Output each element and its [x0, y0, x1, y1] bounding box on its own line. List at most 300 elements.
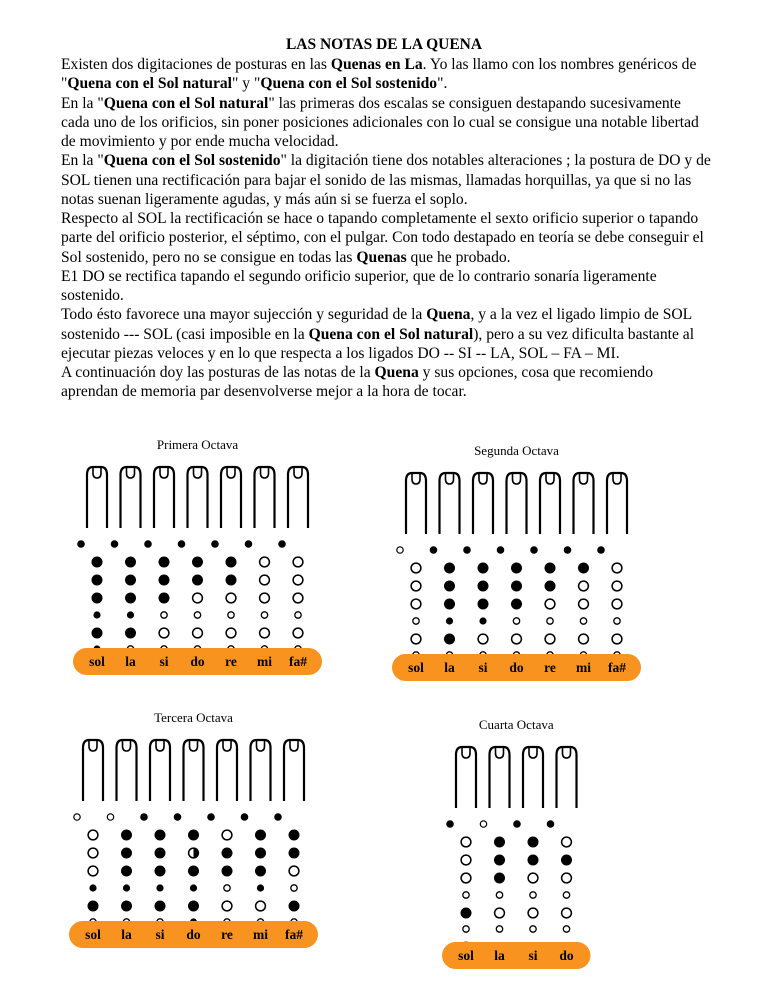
- small-hole-open: [614, 618, 620, 624]
- hole-closed: [289, 830, 300, 841]
- hole-open: [193, 628, 203, 638]
- hole-open: [612, 563, 622, 573]
- document-title: LAS NOTAS DE LA QUENA: [285, 36, 483, 53]
- bold-text: Quena: [374, 364, 419, 381]
- hole-closed: [255, 830, 266, 841]
- note-label: do: [559, 948, 574, 963]
- quena-tube-icon: [121, 467, 141, 528]
- note-label: mi: [576, 660, 591, 675]
- bold-text: Quena con el Sol natural: [308, 325, 474, 343]
- hole-closed: [289, 848, 300, 859]
- tube-notch: [513, 473, 521, 484]
- paragraph: [61, 209, 713, 267]
- hole-closed: [255, 848, 266, 859]
- small-hole-open: [530, 892, 536, 898]
- thumb-hole-open: [107, 814, 113, 820]
- hole-open: [411, 581, 421, 591]
- quena-tube-icon: [607, 473, 627, 534]
- hole-open: [512, 634, 522, 644]
- quena-tube-icon: [83, 740, 103, 801]
- thumb-hole-closed: [211, 540, 219, 548]
- tube-outline: [440, 473, 460, 534]
- quena-tube-icon: [150, 740, 170, 801]
- small-hole-closed: [257, 884, 264, 891]
- tube-notch: [580, 473, 588, 484]
- hole-closed: [545, 581, 556, 592]
- hole-closed: [159, 593, 170, 604]
- hole-open: [612, 634, 622, 644]
- tube-notch: [563, 747, 571, 758]
- tube-outline: [150, 740, 170, 801]
- quena-tube-icon: [117, 740, 137, 801]
- hole-closed: [125, 557, 136, 568]
- thumb-hole-closed: [245, 540, 253, 548]
- paragraph: [61, 151, 713, 209]
- note-label: sol: [458, 948, 474, 963]
- fingering-chart-tercera-octava: [66, 706, 321, 966]
- tube-outline: [540, 473, 560, 534]
- hole-open: [478, 634, 488, 644]
- hole-open: [293, 575, 303, 585]
- note-label: la: [494, 948, 505, 963]
- document-body: [61, 55, 713, 402]
- thumb-hole-closed: [513, 820, 521, 828]
- quena-tube-icon: [540, 473, 560, 534]
- tube-outline: [456, 747, 476, 808]
- tube-outline: [490, 747, 510, 808]
- tube-outline: [574, 473, 594, 534]
- thumb-hole-closed: [77, 540, 85, 548]
- paragraph: [61, 363, 713, 402]
- hole-open: [461, 855, 471, 865]
- hole-closed: [494, 837, 505, 848]
- note-label: la: [121, 927, 132, 942]
- hole-open: [159, 628, 169, 638]
- hole-closed: [461, 908, 472, 919]
- tube-outline: [473, 473, 493, 534]
- hole-open: [293, 628, 303, 638]
- thumb-hole-closed: [140, 813, 148, 821]
- hole-closed: [192, 575, 203, 586]
- hole-open: [461, 837, 471, 847]
- quena-tube-icon: [574, 473, 594, 534]
- chart-svg: [70, 433, 325, 693]
- note-label: fa#: [285, 927, 303, 942]
- tube-outline: [251, 740, 271, 801]
- small-hole-closed: [446, 617, 453, 624]
- small-hole-closed: [479, 617, 486, 624]
- hole-open: [88, 866, 98, 876]
- tube-notch: [223, 740, 231, 751]
- small-hole-closed: [93, 611, 100, 618]
- quena-tube-icon: [188, 467, 208, 528]
- small-hole-open: [261, 612, 267, 618]
- chart-title: Cuarta Octava: [478, 717, 554, 732]
- tube-outline: [557, 747, 577, 808]
- hole-closed: [444, 634, 455, 645]
- note-label: re: [225, 654, 237, 669]
- tube-notch: [294, 467, 302, 478]
- hole-open: [411, 634, 421, 644]
- thumb-hole-closed: [497, 546, 505, 554]
- text-run: En la ": [61, 152, 104, 170]
- hole-closed: [192, 557, 203, 568]
- hole-open: [528, 873, 538, 883]
- small-hole-open: [547, 618, 553, 624]
- quena-tube-icon: [184, 740, 204, 801]
- note-label: sol: [85, 927, 101, 942]
- hole-closed: [159, 575, 170, 586]
- hole-open: [579, 599, 589, 609]
- hole-open: [612, 581, 622, 591]
- tube-notch: [613, 473, 621, 484]
- tube-notch: [123, 740, 131, 751]
- small-hole-open: [563, 926, 569, 932]
- thumb-hole-open: [74, 814, 80, 820]
- note-label: do: [509, 660, 524, 675]
- hole-closed: [444, 581, 455, 592]
- tube-outline: [507, 473, 527, 534]
- hole-open: [260, 628, 270, 638]
- hole-closed: [222, 866, 233, 877]
- quena-tube-icon: [221, 467, 241, 528]
- thumb-hole-closed: [597, 546, 605, 554]
- small-hole-open: [194, 612, 200, 618]
- text-run: E1 DO se rectifica tapando el segundo orificio superior, que de lo contrario sonaría ligeramente sostenido.: [61, 267, 657, 304]
- small-hole-open: [291, 885, 297, 891]
- small-hole-open: [463, 926, 469, 932]
- hole-closed: [511, 581, 522, 592]
- note-label: re: [544, 660, 556, 675]
- tube-notch: [227, 467, 235, 478]
- tube-outline: [121, 467, 141, 528]
- tube-notch: [496, 747, 504, 758]
- hole-open: [226, 593, 236, 603]
- small-hole-open: [496, 926, 502, 932]
- hole-open: [256, 901, 266, 911]
- thumb-hole-closed: [144, 540, 152, 548]
- tube-notch: [156, 740, 164, 751]
- thumb-hole-closed: [446, 820, 454, 828]
- text-run: ), pero a su vez dificulta bastante al ejecutar piezas veloces y en lo que respecta a los ligados DO -- SI -- LA, SOL – FA – MI.: [61, 325, 695, 362]
- hole-closed: [528, 837, 539, 848]
- thumb-hole-open: [480, 821, 486, 827]
- bold-text: Quena con el Sol sostenido: [103, 152, 281, 170]
- thumb-hole-closed: [463, 546, 471, 554]
- hole-half-closed: [189, 848, 199, 858]
- hole-closed: [92, 593, 103, 604]
- fingering-chart-segunda-octava: [389, 439, 644, 699]
- small-hole-closed: [127, 611, 134, 618]
- paragraph: [61, 55, 713, 94]
- quena-tube-icon: [284, 740, 304, 801]
- text-run: " la digitación tiene dos notables alteraciones ; la postura de DO y de SOL tienen una rectificación para bajar el sonido de las mismas, llamadas horquillas, ya que si no las notas suenan ligeramente agudas, y más aún si se fuerza el soplo.: [61, 152, 711, 208]
- hole-closed: [92, 575, 103, 586]
- hole-closed: [155, 848, 166, 859]
- tube-notch: [89, 740, 97, 751]
- hole-open: [260, 557, 270, 567]
- small-hole-closed: [89, 884, 96, 891]
- hole-open: [411, 599, 421, 609]
- quena-tube-icon: [523, 747, 543, 808]
- tube-outline: [188, 467, 208, 528]
- hole-open: [545, 634, 555, 644]
- hole-closed: [155, 866, 166, 877]
- hole-closed: [226, 575, 237, 586]
- hole-closed: [125, 575, 136, 586]
- tube-notch: [160, 467, 168, 478]
- quena-tube-icon: [288, 467, 308, 528]
- text-run: " las primeras dos escalas se consiguen destapando sucesivamente cada uno de los orificios, sin poner posiciones adicionales con lo cual se consigue una notable libertad de movimiento y por ende mucha velocidad.: [61, 94, 699, 150]
- thumb-hole-closed: [111, 540, 119, 548]
- note-label: re: [221, 927, 233, 942]
- paragraph: [61, 305, 713, 363]
- note-label: si: [478, 660, 488, 675]
- hole-closed: [92, 628, 103, 639]
- hole-open: [293, 557, 303, 567]
- small-hole-open: [530, 926, 536, 932]
- tube-notch: [127, 467, 135, 478]
- note-label: sol: [408, 660, 424, 675]
- small-hole-closed: [156, 884, 163, 891]
- bold-text: Quena con el Sol sostenido: [260, 75, 438, 93]
- hole-closed: [511, 599, 522, 610]
- quena-tube-icon: [154, 467, 174, 528]
- tube-notch: [194, 467, 202, 478]
- hole-open: [222, 901, 232, 911]
- text-run: En la ": [61, 94, 104, 112]
- fingering-chart-primera-octava: [70, 433, 325, 693]
- thumb-hole-closed: [430, 546, 438, 554]
- hole-closed: [561, 855, 572, 866]
- chart-svg: [439, 713, 594, 973]
- thumb-hole-open: [397, 547, 403, 553]
- bold-text: Quenas en La: [330, 56, 423, 73]
- chart-svg: [66, 706, 321, 966]
- hole-closed: [478, 563, 489, 574]
- tube-outline: [184, 740, 204, 801]
- hole-open: [579, 634, 589, 644]
- tube-outline: [284, 740, 304, 801]
- quena-tube-icon: [406, 473, 426, 534]
- small-hole-open: [295, 612, 301, 618]
- text-run: , y a la vez el ligado limpio de SOL sostenido --- SOL (casi imposible en la: [61, 306, 692, 343]
- note-label: si: [528, 948, 538, 963]
- hole-open: [579, 581, 589, 591]
- note-label: fa#: [608, 660, 626, 675]
- quena-tube-icon: [490, 747, 510, 808]
- hole-open: [495, 908, 505, 918]
- note-label: la: [444, 660, 455, 675]
- note-label: si: [159, 654, 169, 669]
- tube-notch: [290, 740, 298, 751]
- hole-closed: [478, 581, 489, 592]
- tube-outline: [255, 467, 275, 528]
- chart-title: Tercera Octava: [154, 710, 233, 725]
- hole-open: [289, 866, 299, 876]
- hole-open: [545, 599, 555, 609]
- hole-open: [461, 873, 471, 883]
- thumb-hole-closed: [564, 546, 572, 554]
- quena-tube-icon: [255, 467, 275, 528]
- tube-outline: [221, 467, 241, 528]
- tube-notch: [261, 467, 269, 478]
- small-hole-open: [513, 618, 519, 624]
- hole-closed: [222, 848, 233, 859]
- hole-closed: [121, 901, 132, 912]
- hole-closed: [226, 557, 237, 568]
- tube-notch: [529, 747, 537, 758]
- chart-title: Primera Octava: [156, 437, 239, 452]
- tube-outline: [217, 740, 237, 801]
- quena-tube-icon: [473, 473, 493, 534]
- thumb-hole-closed: [547, 820, 555, 828]
- hole-closed: [92, 557, 103, 568]
- quena-tube-icon: [251, 740, 271, 801]
- hole-closed: [494, 855, 505, 866]
- hole-open: [260, 575, 270, 585]
- note-label: la: [125, 654, 136, 669]
- text-run: y sus opciones, cosa que recomiendo aprendan de memoria par desenvolverse mejor a la hora de tocar.: [61, 364, 654, 401]
- thumb-hole-closed: [530, 546, 538, 554]
- hole-closed: [188, 830, 199, 841]
- hole-open: [562, 908, 572, 918]
- tube-outline: [607, 473, 627, 534]
- note-label: fa#: [289, 654, 307, 669]
- hole-closed: [121, 848, 132, 859]
- note-label: do: [186, 927, 201, 942]
- tube-notch: [257, 740, 265, 751]
- hole-open: [562, 873, 572, 883]
- hole-closed: [188, 866, 199, 877]
- hole-open: [193, 593, 203, 603]
- paragraph: [61, 267, 713, 306]
- note-label: mi: [253, 927, 268, 942]
- hole-closed: [125, 628, 136, 639]
- hole-closed: [545, 563, 556, 574]
- tube-notch: [412, 473, 420, 484]
- hole-closed: [155, 830, 166, 841]
- hole-open: [226, 628, 236, 638]
- quena-tube-icon: [217, 740, 237, 801]
- small-hole-closed: [123, 884, 130, 891]
- bold-text: Quenas: [356, 248, 407, 266]
- text-run: " y ": [232, 75, 261, 93]
- quena-tube-icon: [557, 747, 577, 808]
- text-run: Existen dos digitaciones de posturas en las: [61, 56, 331, 73]
- hole-closed: [578, 563, 589, 574]
- hole-closed: [155, 901, 166, 912]
- hole-closed: [159, 557, 170, 568]
- hole-open: [88, 848, 98, 858]
- small-hole-open: [413, 618, 419, 624]
- hole-closed: [88, 901, 99, 912]
- hole-open: [88, 830, 98, 840]
- bold-text: Quena con el Sol natural: [67, 75, 232, 93]
- thumb-hole-closed: [207, 813, 215, 821]
- tube-outline: [406, 473, 426, 534]
- tube-outline: [288, 467, 308, 528]
- hole-open: [612, 599, 622, 609]
- thumb-hole-closed: [278, 540, 286, 548]
- small-hole-open: [161, 612, 167, 618]
- text-run: ".: [437, 75, 448, 93]
- hole-open: [528, 908, 538, 918]
- bold-text: Quena con el Sol natural: [103, 94, 269, 112]
- quena-tube-icon: [440, 473, 460, 534]
- tube-notch: [546, 473, 554, 484]
- tube-notch: [93, 467, 101, 478]
- tube-notch: [190, 740, 198, 751]
- quena-tube-icon: [87, 467, 107, 528]
- small-hole-open: [463, 892, 469, 898]
- hole-closed: [511, 563, 522, 574]
- small-hole-open: [496, 892, 502, 898]
- small-hole-open: [580, 618, 586, 624]
- fingering-chart-cuarta-octava: [439, 713, 594, 973]
- chart-title: Segunda Octava: [474, 443, 559, 458]
- hole-open: [260, 593, 270, 603]
- hole-open: [411, 563, 421, 573]
- quena-tube-icon: [507, 473, 527, 534]
- hole-closed: [444, 599, 455, 610]
- hole-closed: [528, 855, 539, 866]
- quena-tube-icon: [456, 747, 476, 808]
- hole-closed: [255, 866, 266, 877]
- text-run: Respecto al SOL la rectificación se hace o tapando completamente el sexto orificio superior o tapando parte del orificio posterior, el séptimo, con el pulgar. Con todo destapado en teoría se debe conseguir el Sol sostenido, pero no se consigue en todas las: [61, 210, 704, 266]
- small-hole-open: [563, 892, 569, 898]
- note-label: mi: [257, 654, 272, 669]
- chart-svg: [389, 439, 644, 699]
- text-run: . Yo las llamo con los nombres genéricos de ": [61, 56, 697, 93]
- thumb-hole-closed: [174, 813, 182, 821]
- paragraph: [61, 94, 713, 152]
- hole-closed: [289, 901, 300, 912]
- tube-notch: [479, 473, 487, 484]
- small-hole-open: [224, 885, 230, 891]
- hole-open: [222, 830, 232, 840]
- small-hole-closed: [190, 884, 197, 891]
- hole-open: [293, 593, 303, 603]
- tube-outline: [154, 467, 174, 528]
- tube-notch: [446, 473, 454, 484]
- bold-text: Quena: [426, 306, 471, 324]
- hole-closed: [121, 830, 132, 841]
- note-label: do: [190, 654, 205, 669]
- small-hole-open: [228, 612, 234, 618]
- hole-open: [562, 837, 572, 847]
- tube-outline: [87, 467, 107, 528]
- thumb-hole-closed: [178, 540, 186, 548]
- hole-closed: [494, 873, 505, 884]
- text-run: que he probado.: [406, 248, 511, 266]
- note-label: si: [155, 927, 165, 942]
- text-run: A continuación doy las posturas de las notas de la: [61, 364, 375, 381]
- hole-closed: [444, 563, 455, 574]
- thumb-hole-closed: [274, 813, 282, 821]
- text-run: Todo ésto favorece una mayor sujección y seguridad de la: [61, 306, 427, 324]
- tube-notch: [462, 747, 470, 758]
- tube-outline: [117, 740, 137, 801]
- hole-closed: [125, 593, 136, 604]
- note-label: sol: [89, 654, 105, 669]
- tube-outline: [523, 747, 543, 808]
- hole-closed: [478, 599, 489, 610]
- hole-closed: [121, 866, 132, 877]
- hole-closed: [188, 901, 199, 912]
- tube-outline: [83, 740, 103, 801]
- thumb-hole-closed: [241, 813, 249, 821]
